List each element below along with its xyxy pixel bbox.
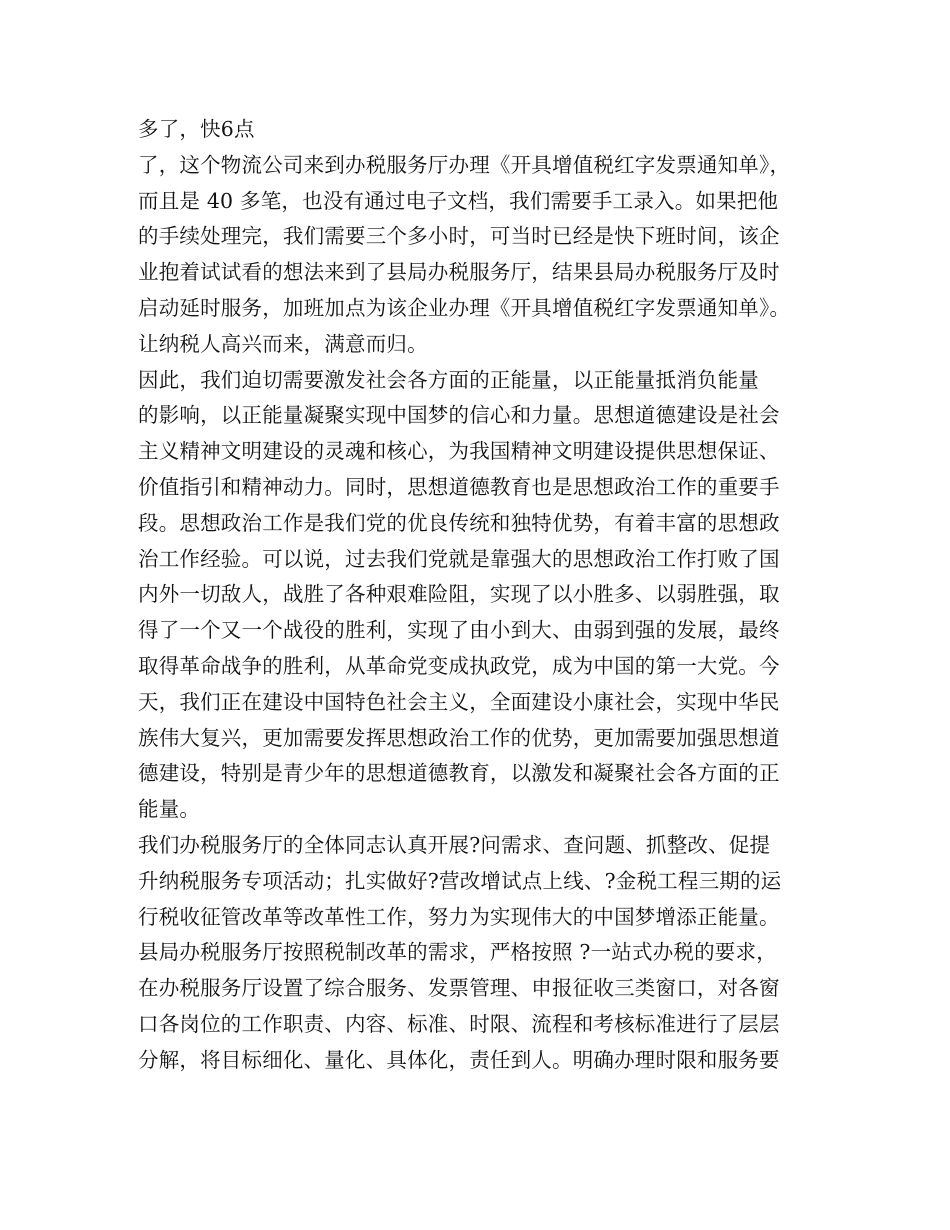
text-line: 治工作经验。可以说，过去我们党就是靠强大的思想政治工作打败了国: [138, 546, 780, 571]
body-text: [138, 112, 828, 1079]
text-line: 取得革命战争的胜利，从革命党变成执政党，成为中国的第一大党。今: [138, 653, 780, 678]
text-line: 分解，将目标细化、量化、具体化，责任到人。明确办理时限和服务要: [138, 1047, 780, 1072]
text-line: 多了，快6点: [138, 117, 255, 141]
text-line: 段。思想政治工作是我们党的优良传统和独特优势，有着丰富的思想政: [138, 510, 780, 535]
text-line: 让纳税人高兴而来，满意而归。: [138, 331, 428, 356]
text-line: 得了一个又一个战役的胜利，实现了由小到大、由弱到强的发展，最终: [138, 618, 780, 643]
text-line: 的手续处理完，我们需要三个多小时，可当时已经是快下班时间，该企: [138, 224, 780, 249]
text-line: 在办税服务厅设置了综合服务、发票管理、申报征收三类窗口，对各窗: [138, 976, 780, 1001]
text-line: 升纳税服务专项活动；扎实做好?营改增试点上线、?金税工程三期的运: [138, 868, 782, 893]
text-line: 县局办税服务厅按照税制改革的需求，严格按照 ?一站式办税的要求，: [138, 940, 777, 965]
text-line: 业抱着试试看的想法来到了县局办税服务厅，结果县局办税服务厅及时: [138, 260, 780, 285]
text-line: 的影响，以正能量凝聚实现中国梦的信心和力量。思想道德建设是社会: [138, 403, 780, 428]
text-line: 能量。: [138, 797, 201, 822]
text-line: 天，我们正在建设中国特色社会主义，全面建设小康社会，实现中华民: [138, 689, 780, 714]
text-line: 德建设，特别是青少年的思想道德教育，以激发和凝聚社会各方面的正: [138, 761, 780, 786]
text-line: 我们办税服务厅的全体同志认真开展?问需求、查问题、抓整改、促提: [138, 832, 771, 857]
text-line: 内外一切敌人，战胜了各种艰难险阻，实现了以小胜多、以弱胜强，取: [138, 582, 780, 607]
text-line: 口各岗位的工作职责、内容、标准、时限、流程和考核标准进行了层层: [138, 1011, 780, 1036]
text-line: 族伟大复兴，更加需要发挥思想政治工作的优势，更加需要加强思想道: [138, 725, 780, 750]
text-line: 因此，我们迫切需要激发社会各方面的正能量，以正能量抵消负能量: [138, 367, 759, 392]
text-line: 行税收征管改革等改革性工作，努力为实现伟大的中国梦增添正能量。: [138, 904, 780, 929]
text-line: 主义精神文明建设的灵魂和核心，为我国精神文明建设提供思想保证、: [138, 439, 780, 464]
text-line: 了，这个物流公司来到办税服务厅办理《开具增值税红字发票通知单》，: [138, 152, 791, 177]
text-line: 启动延时服务，加班加点为该企业办理《开具增值税红字发票通知单》。: [138, 295, 791, 320]
text-line: 价值指引和精神动力。同时，思想道德教育也是思想政治工作的重要手: [138, 474, 780, 499]
text-line: 而且是 40 多笔，也没有通过电子文档，我们需要手工录入。如果把他: [138, 188, 779, 213]
